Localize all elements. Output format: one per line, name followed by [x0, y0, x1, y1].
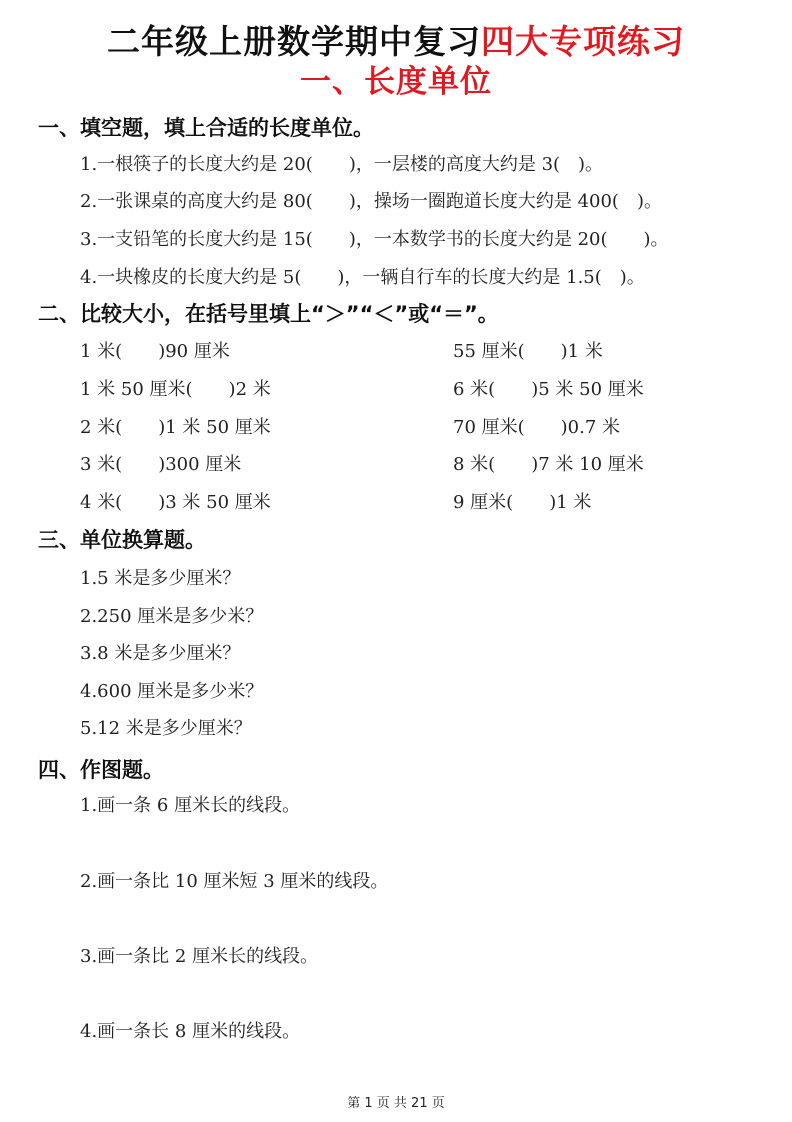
- question-item: 2.画一条比 10 厘米短 3 厘米的线段。: [80, 871, 389, 892]
- compare-item-right: 9 厘米( )1 米: [453, 492, 592, 513]
- question-item: 3.8 米是多少厘米？: [80, 643, 241, 664]
- question-item: 1.画一条 6 厘米长的线段。: [80, 795, 301, 816]
- question-item: 2.一张课桌的高度大约是 80( )，操场一圈跑道长度大约是 400( )。: [80, 191, 662, 212]
- question-item: 4.一块橡皮的长度大约是 5( )，一辆自行车的长度大约是 1.5( )。: [80, 267, 645, 288]
- compare-item-left: 3 米( )300 厘米: [80, 454, 242, 475]
- page-title: [0, 20, 792, 64]
- title-highlight: 四大专项练习: [481, 22, 685, 61]
- question-item: 1.一根筷子的长度大约是 20( )，一层楼的高度大约是 3( )。: [80, 154, 604, 175]
- title-main: 二年级上册数学期中复习: [107, 22, 481, 61]
- question-item: 4.画一条长 8 厘米的线段。: [80, 1021, 301, 1042]
- compare-item-right: 8 米( )7 米 10 厘米: [453, 454, 644, 475]
- section-1-heading: 一、填空题，填上合适的长度单位。: [38, 116, 374, 140]
- compare-item-left: 2 米( )1 米 50 厘米: [80, 417, 271, 438]
- compare-item-left: 1 米 50 厘米( )2 米: [80, 379, 271, 400]
- question-item: 3.一支铅笔的长度大约是 15( )，一本数学书的长度大约是 20( )。: [80, 229, 669, 250]
- compare-item-right: 55 厘米( )1 米: [453, 341, 603, 362]
- question-item: 2.250 厘米是多少米？: [80, 606, 264, 627]
- question-item: 3.画一条比 2 厘米长的线段。: [80, 946, 319, 967]
- question-item: 4.600 厘米是多少米？: [80, 681, 264, 702]
- question-item: 5.12 米是多少厘米？: [80, 718, 252, 739]
- page-number: 第 1 页 共 21 页: [347, 1096, 445, 1111]
- compare-item-right: 6 米( )5 米 50 厘米: [453, 379, 644, 400]
- compare-item-right: 70 厘米( )0.7 米: [453, 417, 621, 438]
- page-subtitle: 一、长度单位: [300, 64, 492, 100]
- compare-item-left: 1 米( )90 厘米: [80, 341, 230, 362]
- compare-item-left: 4 米( )3 米 50 厘米: [80, 492, 271, 513]
- section-4-heading: 四、作图题。: [38, 758, 164, 782]
- section-2-heading: 二、比较大小，在括号里填上“＞”“＜”或“＝”。: [38, 302, 499, 326]
- section-3-heading: 三、单位换算题。: [38, 528, 206, 552]
- question-item: 1.5 米是多少厘米？: [80, 568, 241, 589]
